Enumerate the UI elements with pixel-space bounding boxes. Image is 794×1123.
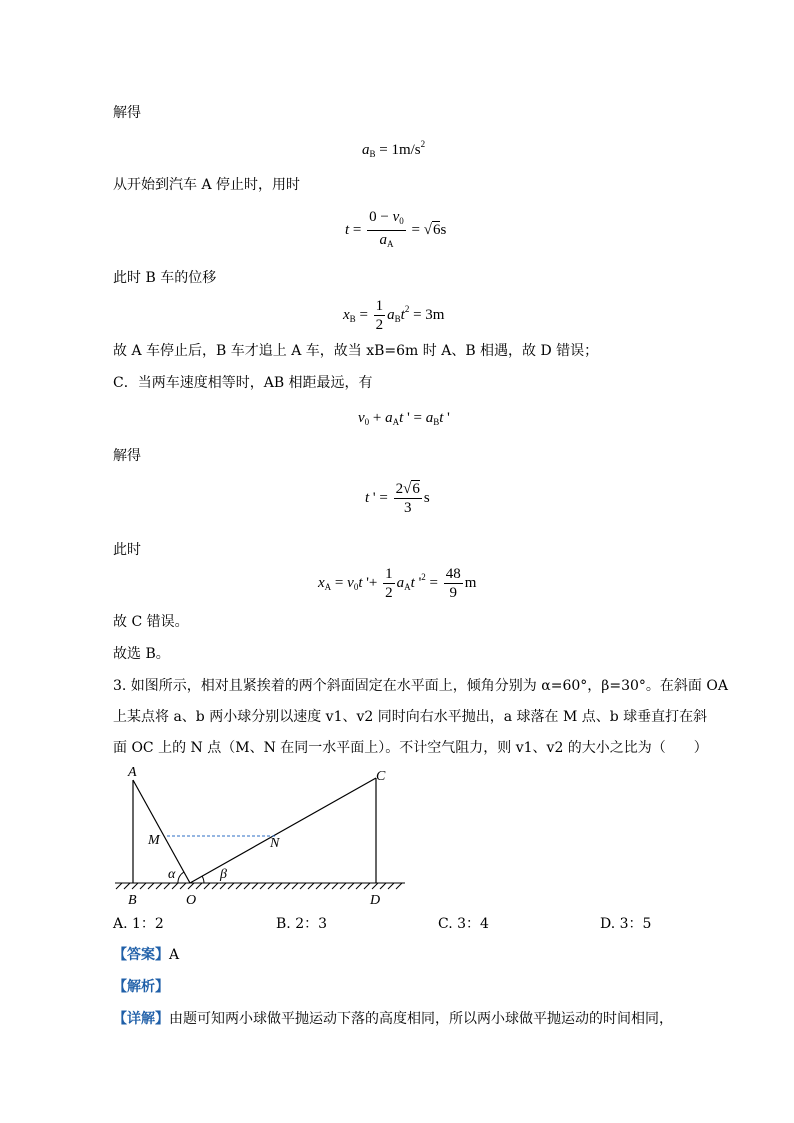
equation-xA: $x_A = v_0t$ '+ $\frac{1}{2}$ $a_At$ '$^2$ = $\frac{48}{9}$ m (318, 566, 477, 601)
solution-jiede-2: 解得 (113, 448, 141, 464)
label-A: A (128, 765, 137, 780)
angle-alpha-arc (178, 872, 184, 883)
equation-equal-speed: $v_0 + a_At$ ' = $a_Bt$ ' (358, 410, 450, 427)
para-option-c: C．当两车速度相等时，AB 相距最远，有 (113, 375, 373, 391)
question-3-line-3: 面 OC 上的 N 点（M、N 在同一水平面上）。不计空气阻力，则 v1、v2 的大小之比为（ ） (113, 740, 708, 756)
option-c: C. 3：4 (438, 916, 489, 932)
label-O: O (186, 893, 197, 908)
para-cishi: 此时 (113, 542, 141, 558)
solution-jiede-1: 解得 (113, 105, 141, 121)
para-c-wrong: 故 C 错误。 (113, 614, 189, 630)
option-a: A. 1：2 (113, 916, 164, 932)
left-incline (133, 780, 190, 883)
equation-t-prime: t ' = $\frac{2√6}{3}$ s (365, 481, 430, 516)
equation-t: t = $\frac{0 - v_0}{a_A}$ = √6s (345, 209, 447, 249)
para-time-to-stop: 从开始到汽车 A 停止时，用时 (113, 177, 301, 193)
answer-line (113, 945, 179, 965)
equation-xB: $x_B$ = $\frac{1}{2}$ $a_Bt^2 = 3m$ (343, 298, 445, 333)
label-alpha: α (168, 867, 176, 882)
right-incline (190, 778, 376, 883)
ground-hatch (115, 883, 405, 889)
label-D: D (370, 893, 381, 908)
detail-line (113, 1009, 673, 1029)
detail-tag: 【详解】 (113, 1011, 169, 1027)
para-b-displacement: 此时 B 车的位移 (113, 270, 217, 286)
question-3-line-1: 3. 如图所示，相对且紧挨着的两个斜面固定在水平面上，倾角分别为 α=60°，β=30°。在斜面 OA (113, 678, 728, 694)
label-C: C (376, 769, 386, 784)
para-meet: 故 A 车停止后，B 车才追上 A 车，故当 xB=6m 时 A、B 相遇，故 D 错误； (113, 343, 599, 359)
label-B: B (128, 893, 137, 908)
option-d: D. 3：5 (600, 916, 652, 932)
detail-text: 由题可知两小球做平抛运动下落的高度相同，所以两小球做平抛运动的时间相同， (169, 1011, 673, 1027)
label-beta: β (220, 867, 227, 882)
label-M: M (148, 833, 160, 848)
answer-tag: 【答案】 (113, 947, 169, 963)
analysis-tag: 【解析】 (113, 979, 169, 995)
equation-aB: $a_B = 1m/s^2$ (362, 139, 426, 159)
incline-figure (110, 760, 410, 910)
answer-value: A (169, 947, 180, 963)
para-choose-b: 故选 B。 (113, 646, 170, 662)
angle-beta-arc (202, 876, 204, 883)
option-b: B. 2：3 (276, 916, 328, 932)
question-3-line-2: 上某点将 a、b 两小球分别以速度 v1、v2 同时向右水平抛出，a 球落在 M 点、b 球垂直打在斜 (113, 709, 708, 725)
label-N: N (270, 836, 280, 851)
